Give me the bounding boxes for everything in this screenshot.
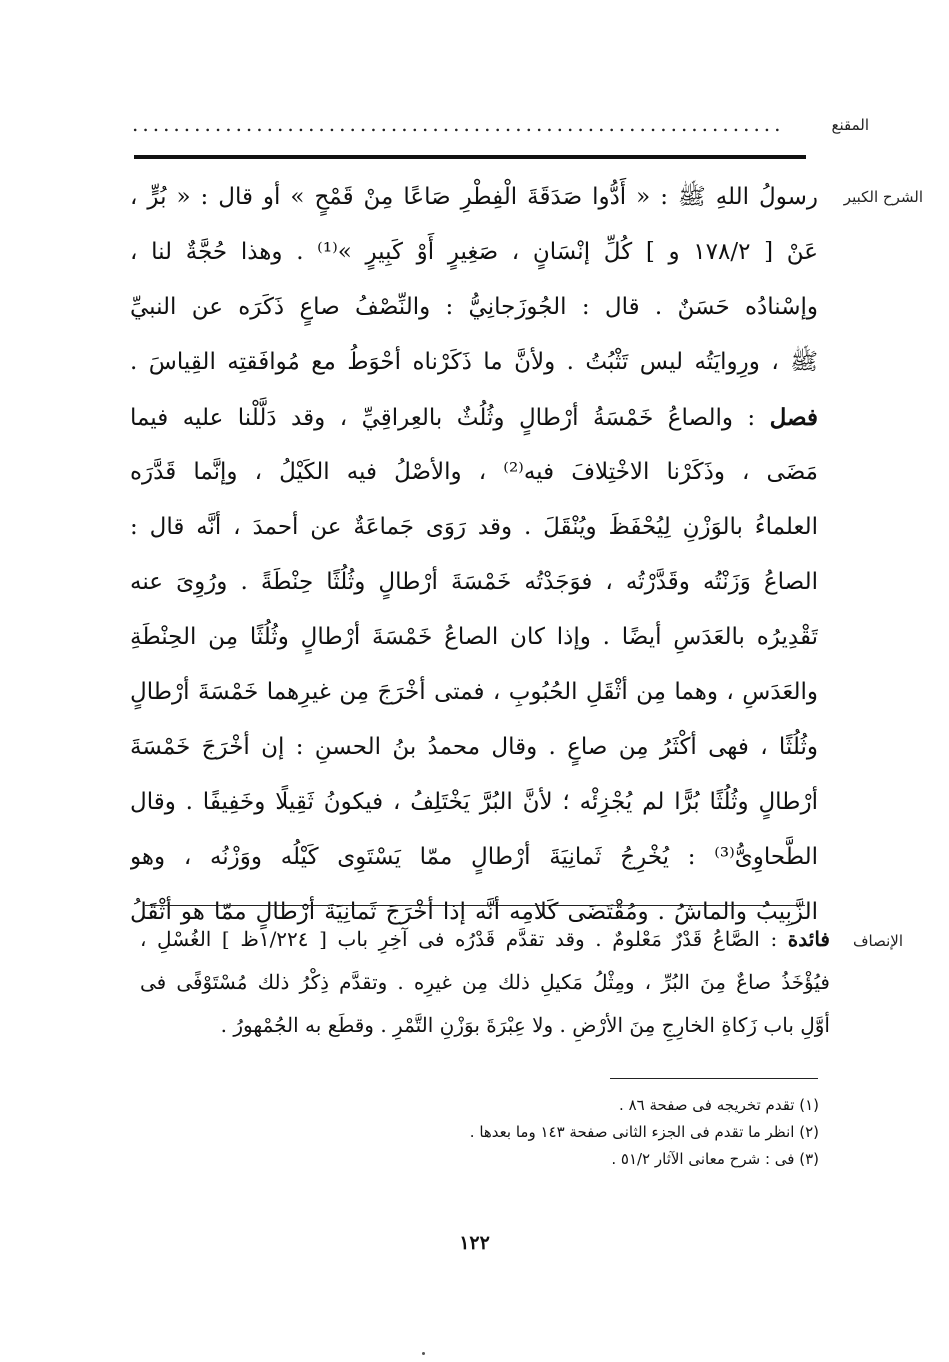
insaf-line-1-text: : الصَّاعُ قَدْرٌ مَعْلومٌ . وقد تقدَّم قَدْرُه فى آخِرِ باب [ ١/٢٢٤ظ ] الغُسْلِ ،	[140, 927, 778, 951]
fasl-line-1	[130, 390, 818, 445]
insaf-line-1	[140, 918, 830, 961]
sharh-line-2: عَنْ [ ١٧٨/٢ و ] كُلِّ إنْسَانٍ ، صَغِيرٍ أَوْ كَبِيرٍ »⁽¹⁾ . وهذا حُجَّةٌ لنا ،	[130, 239, 818, 265]
sharh-text-block	[130, 170, 818, 940]
sharh-line-1: رسولُ اللهِ ﷺ : « أَدُّوا صَدَقَةَ الْفِطْرِ صَاعًا مِنْ قَمْحٍ » أو قال : « بُرٍّ ،	[130, 184, 818, 210]
faida-heading: فائدة	[787, 927, 830, 951]
fasl-line-5: تَقْدِيرُه بالعَدَسِ أيضًا . وإذا كان الصاعُ خَمْسَةَ أرْطالٍ وثُلُثًا مِن الحِنْطَةِ	[130, 624, 818, 650]
header-rule	[134, 155, 806, 159]
fasl-line-2: مَضَى ، وذَكَرْنا الاخْتِلافَ فيه⁽²⁾ ، والأصْلُ فيه الكَيْلُ ، وإنَّما قَدَّرَه	[130, 459, 818, 485]
dotted-separator: ...............................................................	[132, 112, 785, 132]
fasl-line-1-text: : والصاعُ خَمْسَةُ أرْطالٍ وثُلُثٌ بالعِراقِيِّ ، وقد دَلَّلْنا عليه فيما	[130, 405, 756, 431]
insaf-line-3: أوَّلِ باب زَكاةِ الخارِجِ مِنَ الأرْضِ . ولا عِبْرَةَ بوَزْنِ التَّمْرِ . وقطَع به الجُمْهورُ .	[220, 1013, 830, 1037]
section-divider	[145, 905, 805, 906]
footnotes	[219, 1092, 819, 1173]
fasl-line-6: والعَدَسِ ، وهما مِن أثْقَلِ الحُبُوبِ ، فمتى أخْرَجَ مِن غيرِهما خَمْسَةَ أرْطالٍ	[130, 679, 818, 705]
fasl-line-10: الزَّبِيبُ والماشُ . ومُقْتَضَى كَلامِه أنَّه إذا أخْرَجَ ثَمانِيَةَ أرْطالٍ ممّا هو أثْقَلُ	[130, 899, 818, 925]
fasl-heading: فصل	[769, 404, 818, 431]
page-number: ١٢٢	[459, 1232, 490, 1254]
sharh-line-4: ﷺ ، ورِوايَتُه ليس تَثْبُتُ . ولأنَّ ما ذَكَرْناه أحْوَطُ مع مُوافَقتِه القِياسَ .	[130, 349, 818, 375]
insaf-section-label: الإنصاف	[852, 932, 903, 950]
muqni-section-label: المقنع	[831, 116, 869, 134]
footnote-rule	[610, 1078, 818, 1079]
sharh-line-3: وإسْنادُه حَسَنٌ . قال : الجُوزَجانِيُّ : والنِّصْفُ صاعٍ ذَكَرَه عن النبيِّ	[130, 294, 818, 320]
insaf-text-block	[140, 918, 830, 1047]
footnote-2: (٢) انظر ما تقدم فى الجزء الثانى صفحة ١٤٣ وما بعدها .	[469, 1123, 819, 1141]
sharh-section-label: الشرح الكبير	[843, 188, 923, 206]
scan-speck	[422, 1352, 425, 1355]
fasl-line-9: الطَّحاوِىُّ⁽³⁾ : يُخْرِجُ ثَمانِيَةَ أرْطالٍ ممّا يَسْتَوِى كَيْلُه ووَزْنُه ، وهو	[130, 844, 818, 870]
footnote-3: (٣) فى : شرح معانى الآثار ٥١/٢ .	[611, 1150, 819, 1168]
fasl-line-4: الصاعُ وَزَنْتُه وقَدَّرْتُه ، فوَجَدْتُه خَمْسَةَ أرْطالٍ وثُلُثًا حِنْطَةً . ورُوِىَ عنه	[130, 569, 818, 595]
insaf-line-2: فيُؤْخَذُ صاعٌ مِنَ البُرِّ ، ومِثْلُ مَكيلِ ذلك مِن غيرِه . وتقدَّم ذِكْرُ ذلك مُسْتَوْفًى فى	[140, 970, 830, 994]
fasl-line-7: وثُلُثًا ، فهى أكْثَرُ مِن صاعٍ . وقال محمدُ بنُ الحسنِ : إن أخْرَجَ خَمْسَةَ	[130, 734, 818, 760]
footnote-1: (١) تقدم تخريجه فى صفحة ٨٦ .	[619, 1096, 819, 1114]
fasl-line-8: أرْطالٍ وثُلُثًا بُرًّا لم يُجْزِئْه ؛ لأنَّ البُرَّ يَخْتَلِفُ ، فيكونُ ثَقِيلًا وخَفِيفًا . وقال	[130, 789, 818, 815]
fasl-line-3: العلماءُ بالوَزْنِ لِيُحْفَظَ ويُنْقَلَ . وقد رَوَى جَماعَةٌ عن أحمدَ ، أنَّه قال :	[130, 514, 818, 540]
